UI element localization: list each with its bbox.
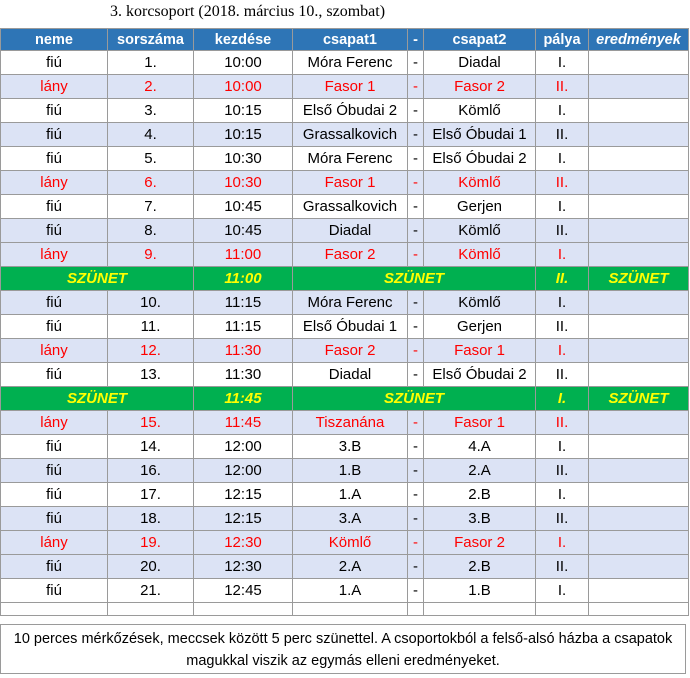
team2-cell: 3.B [424,507,536,531]
number-cell: 7. [108,195,194,219]
time-cell: 12:00 [194,435,293,459]
team1-cell: 2.A [293,555,408,579]
dash-cell: - [408,171,424,195]
number-cell: 8. [108,219,194,243]
match-row [1,315,689,339]
break-field: II. [536,267,589,291]
match-row [1,459,689,483]
break-time: 11:00 [194,267,293,291]
dash-cell: - [408,579,424,603]
team1-cell: Kömlő [293,531,408,555]
field-cell: I. [536,339,589,363]
match-row [1,195,689,219]
team1-cell: Móra Ferenc [293,291,408,315]
team2-cell: Fasor 2 [424,75,536,99]
number-cell: 9. [108,243,194,267]
field-cell: II. [536,363,589,387]
break-row [1,267,689,291]
number-cell: 2. [108,75,194,99]
team2-cell: Kömlő [424,99,536,123]
time-cell: 10:45 [194,219,293,243]
team1-cell: Móra Ferenc [293,147,408,171]
time-cell: 12:45 [194,579,293,603]
blank-row [1,603,689,616]
team1-cell: 1.A [293,579,408,603]
dash-cell: - [408,459,424,483]
number-cell: 17. [108,483,194,507]
match-row [1,579,689,603]
number-cell: 3. [108,99,194,123]
dash-cell: - [408,339,424,363]
result-cell[interactable] [589,75,689,99]
time-cell: 10:30 [194,171,293,195]
result-cell[interactable] [589,339,689,363]
time-cell: 12:30 [194,555,293,579]
match-row [1,411,689,435]
result-cell[interactable] [589,99,689,123]
field-cell: II. [536,219,589,243]
result-cell[interactable] [589,435,689,459]
dash-cell: - [408,99,424,123]
team2-cell: Kömlő [424,291,536,315]
dash-cell: - [408,291,424,315]
team1-cell: Grassalkovich [293,123,408,147]
team1-cell: Fasor 1 [293,75,408,99]
time-cell: 11:30 [194,339,293,363]
team2-cell: Gerjen [424,195,536,219]
result-cell[interactable] [589,315,689,339]
team1-cell: 1.B [293,459,408,483]
header-row [1,29,689,51]
header-eredmenyek: eredmények [589,29,689,51]
field-cell: I. [536,483,589,507]
match-row [1,219,689,243]
time-cell: 12:00 [194,459,293,483]
match-row [1,291,689,315]
field-cell: II. [536,555,589,579]
team1-cell: Fasor 2 [293,243,408,267]
match-row [1,339,689,363]
gender-cell: fiú [1,459,108,483]
number-cell: 12. [108,339,194,363]
team2-cell: Diadal [424,51,536,75]
gender-cell: fiú [1,483,108,507]
result-cell[interactable] [589,507,689,531]
result-cell[interactable] [589,531,689,555]
dash-cell: - [408,147,424,171]
team1-cell: 3.A [293,507,408,531]
number-cell: 6. [108,171,194,195]
match-row [1,243,689,267]
header-sorszama: sorszáma [108,29,194,51]
time-cell: 12:15 [194,483,293,507]
team1-cell: 1.A [293,483,408,507]
team1-cell: Első Óbudai 2 [293,99,408,123]
header-csapat2: csapat2 [424,29,536,51]
field-cell: I. [536,99,589,123]
field-cell: II. [536,75,589,99]
blank-cell [424,603,536,616]
match-row [1,435,689,459]
dash-cell: - [408,195,424,219]
field-cell: II. [536,315,589,339]
match-row [1,147,689,171]
dash-cell: - [408,483,424,507]
match-row [1,99,689,123]
blank-cell [108,603,194,616]
time-cell: 11:00 [194,243,293,267]
team2-cell: 4.A [424,435,536,459]
gender-cell: lány [1,411,108,435]
time-cell: 10:30 [194,147,293,171]
gender-cell: fiú [1,195,108,219]
blank-cell [589,603,689,616]
result-cell[interactable] [589,483,689,507]
gender-cell: lány [1,531,108,555]
break-row [1,387,689,411]
blank-cell [293,603,408,616]
gender-cell: fiú [1,555,108,579]
result-cell[interactable] [589,171,689,195]
gender-cell: fiú [1,363,108,387]
result-cell[interactable] [589,147,689,171]
match-row [1,51,689,75]
team2-cell: 2.A [424,459,536,483]
dash-cell: - [408,315,424,339]
break-label: SZÜNET [1,267,194,291]
number-cell: 11. [108,315,194,339]
field-cell: I. [536,435,589,459]
team2-cell: Fasor 1 [424,411,536,435]
match-row [1,555,689,579]
team1-cell: Diadal [293,363,408,387]
team2-cell: Első Óbudai 2 [424,363,536,387]
team2-cell: Kömlő [424,219,536,243]
blank-cell [194,603,293,616]
field-cell: I. [536,147,589,171]
header-neme: neme [1,29,108,51]
gender-cell: fiú [1,507,108,531]
field-cell: I. [536,243,589,267]
team2-cell: Fasor 2 [424,531,536,555]
dash-cell: - [408,243,424,267]
result-cell[interactable] [589,291,689,315]
gender-cell: fiú [1,51,108,75]
time-cell: 10:15 [194,123,293,147]
result-cell[interactable] [589,555,689,579]
team2-cell: Első Óbudai 1 [424,123,536,147]
field-cell: I. [536,51,589,75]
break-label: SZÜNET [1,387,194,411]
result-cell[interactable] [589,219,689,243]
number-cell: 1. [108,51,194,75]
field-cell: II. [536,171,589,195]
header-csapat1: csapat1 [293,29,408,51]
time-cell: 10:45 [194,195,293,219]
gender-cell: lány [1,339,108,363]
team1-cell: Diadal [293,219,408,243]
dash-cell: - [408,531,424,555]
break-field: I. [536,387,589,411]
number-cell: 15. [108,411,194,435]
break-label: SZÜNET [589,387,689,411]
result-cell[interactable] [589,243,689,267]
result-cell[interactable] [589,579,689,603]
field-cell: I. [536,291,589,315]
dash-cell: - [408,219,424,243]
dash-cell: - [408,507,424,531]
blank-cell [536,603,589,616]
team1-cell: Fasor 1 [293,171,408,195]
team2-cell: Fasor 1 [424,339,536,363]
match-row [1,123,689,147]
time-cell: 11:45 [194,411,293,435]
schedule-table [0,28,689,616]
number-cell: 10. [108,291,194,315]
time-cell: 11:30 [194,363,293,387]
header-kezdese: kezdése [194,29,293,51]
match-row [1,507,689,531]
number-cell: 5. [108,147,194,171]
match-row [1,171,689,195]
number-cell: 19. [108,531,194,555]
gender-cell: lány [1,75,108,99]
dash-cell: - [408,51,424,75]
field-cell: II. [536,507,589,531]
number-cell: 18. [108,507,194,531]
match-row [1,363,689,387]
result-cell[interactable] [589,459,689,483]
time-cell: 10:00 [194,75,293,99]
time-cell: 11:15 [194,291,293,315]
team2-cell: 2.B [424,555,536,579]
field-cell: I. [536,531,589,555]
header-palya: pálya [536,29,589,51]
number-cell: 21. [108,579,194,603]
team1-cell: Első Óbudai 1 [293,315,408,339]
number-cell: 14. [108,435,194,459]
match-row [1,531,689,555]
time-cell: 11:15 [194,315,293,339]
time-cell: 10:00 [194,51,293,75]
gender-cell: fiú [1,315,108,339]
result-cell[interactable] [589,195,689,219]
gender-cell: fiú [1,579,108,603]
break-label: SZÜNET [293,387,536,411]
field-cell: II. [536,459,589,483]
break-time: 11:45 [194,387,293,411]
team1-cell: Fasor 2 [293,339,408,363]
team1-cell: 3.B [293,435,408,459]
blank-cell [1,603,108,616]
number-cell: 20. [108,555,194,579]
result-cell[interactable] [589,363,689,387]
field-cell: I. [536,195,589,219]
team1-cell: Móra Ferenc [293,51,408,75]
break-label: SZÜNET [293,267,536,291]
gender-cell: lány [1,243,108,267]
break-label: SZÜNET [589,267,689,291]
blank-cell [408,603,424,616]
number-cell: 13. [108,363,194,387]
team2-cell: 2.B [424,483,536,507]
result-cell[interactable] [589,123,689,147]
dash-cell: - [408,123,424,147]
time-cell: 10:15 [194,99,293,123]
time-cell: 12:30 [194,531,293,555]
team2-cell: Kömlő [424,171,536,195]
team2-cell: 1.B [424,579,536,603]
number-cell: 16. [108,459,194,483]
result-cell[interactable] [589,411,689,435]
dash-cell: - [408,411,424,435]
gender-cell: fiú [1,219,108,243]
result-cell[interactable] [589,51,689,75]
field-cell: II. [536,411,589,435]
dash-cell: - [408,555,424,579]
team2-cell: Kömlő [424,243,536,267]
gender-cell: fiú [1,291,108,315]
team2-cell: Első Óbudai 2 [424,147,536,171]
team1-cell: Grassalkovich [293,195,408,219]
dash-cell: - [408,363,424,387]
gender-cell: fiú [1,435,108,459]
team1-cell: Tiszanána [293,411,408,435]
gender-cell: fiú [1,147,108,171]
field-cell: II. [536,123,589,147]
number-cell: 4. [108,123,194,147]
page-title: 3. korcsoport (2018. március 10., szombat) [110,3,386,20]
dash-cell: - [408,435,424,459]
time-cell: 12:15 [194,507,293,531]
dash-cell: - [408,75,424,99]
footnote: 10 perces mérkőzések, meccsek között 5 perc szünettel. A csoportokból a felső-alsó házba a csapatok magukkal viszik az egymás elleni eredményeket. [0,624,686,674]
match-row [1,75,689,99]
gender-cell: fiú [1,123,108,147]
gender-cell: fiú [1,99,108,123]
match-row [1,483,689,507]
team2-cell: Gerjen [424,315,536,339]
header-dash: - [408,29,424,51]
field-cell: I. [536,579,589,603]
gender-cell: lány [1,171,108,195]
